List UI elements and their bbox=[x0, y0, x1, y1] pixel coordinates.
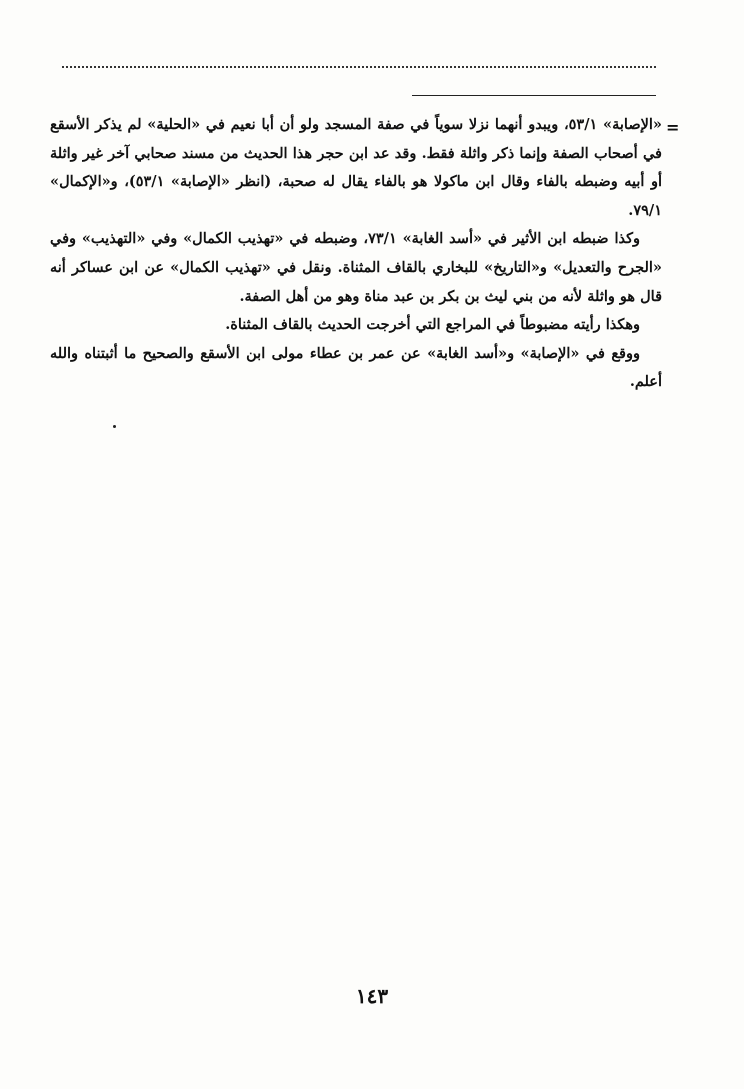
footnote-rule bbox=[412, 95, 656, 96]
paragraph-4: ووقع في «الإصابة» و«أسد الغابة» عن عمر بن عطاء مولى ابن الأسقع والصحيح ما أثبتناه والله أعلم. bbox=[50, 344, 662, 391]
paragraph-1: «الإصابة» ٥٣/١، ويبدو أنهما نزلا سوياً في صفة المسجد ولو أن أبا نعيم في «الحلية» لم يذكر الأسقع في أصحاب الصفة وإنما ذكر واثلة فقط. وقد عد ابن حجر هذا الحديث من مسند صحابي آخر غير واثلة أو أبيه وضبطه بالفاء وقال ابن ماكولا هو بالفاء يقال له صحبة، (انظر «الإصابة» ٥٣/١)، و«الإكمال» ٧٩/١. bbox=[50, 116, 662, 219]
page-number: ١٤٣ bbox=[355, 984, 389, 1008]
footnote-text bbox=[50, 111, 662, 397]
paragraph-3: وهكذا رأيته مضبوطاً في المراجع التي أخرجت الحديث بالقاف المثناة. bbox=[225, 316, 640, 334]
paragraph-2: وكذا ضبطه ابن الأثير في «أسد الغابة» ٧٣/١، وضبطه في «تهذيب الكمال» وفي «التهذيب» وفي «الجرح والتعديل» و«التاريخ» للبخاري بالقاف المثناة. ونقل في «تهذيب الكمال» عن ابن عساكر أنه قال هو واثلة لأنه من بني ليث بن بكر بن عبد مناة وهو من أهل الصفة. bbox=[50, 230, 662, 305]
ink-speck bbox=[113, 425, 116, 428]
footnote-continuation-marker: = bbox=[666, 118, 680, 137]
dotted-separator bbox=[62, 66, 656, 68]
